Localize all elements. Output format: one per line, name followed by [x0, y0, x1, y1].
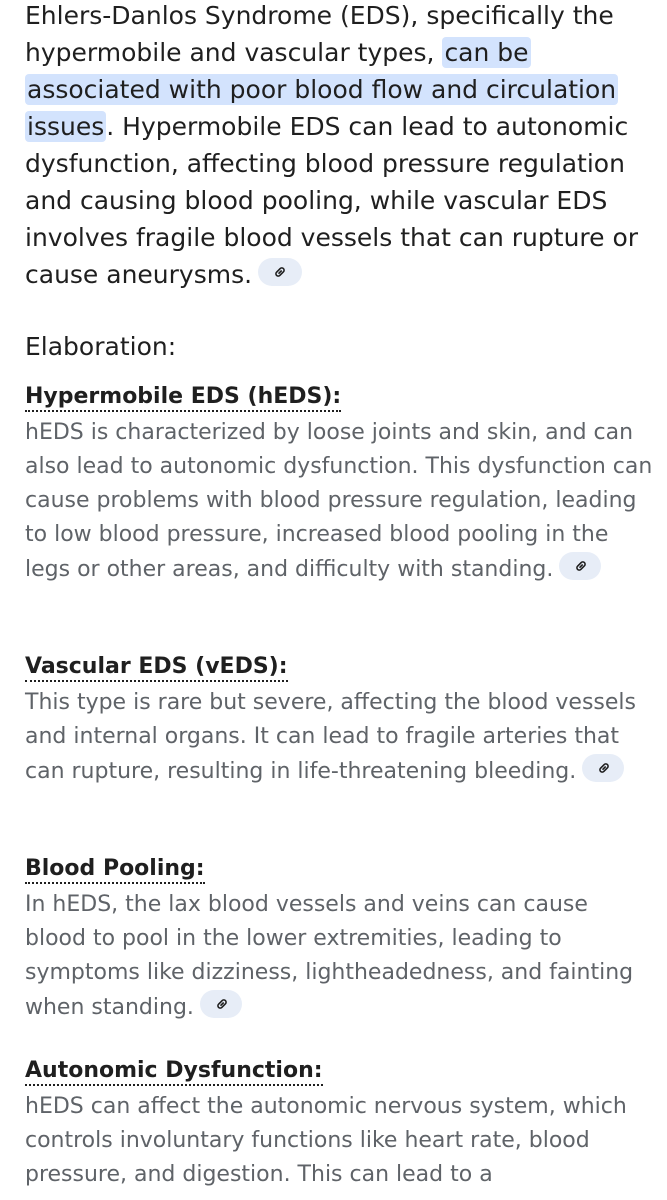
section-hypermobile-eds — [25, 382, 655, 587]
section-title-text[interactable]: Blood Pooling: — [25, 856, 205, 884]
section-title — [25, 854, 655, 884]
section-body-text: hEDS can affect the autonomic nervous system, which controls involuntary functions like heart rate, blood pressure, and digestion. This can lead to a — [25, 1094, 627, 1187]
section-blood-pooling — [25, 854, 655, 1025]
intro-paragraph — [25, 0, 655, 293]
section-body-text: In hEDS, the lax blood vessels and veins can cause blood to pool in the lower extremities, leading to symptoms like dizziness, lightheadedness, and fainting when standing. — [25, 892, 634, 1020]
section-autonomic-dysfunction — [25, 1056, 655, 1192]
source-link-button[interactable] — [200, 990, 242, 1018]
section-body-text: This type is rare but severe, affecting the blood vessels and internal organs. It can lead to fragile arteries that can rupture, resulting in life-threatening bleeding. — [25, 690, 636, 784]
section-title-text[interactable]: Vascular EDS (vEDS): — [25, 654, 288, 682]
section-title — [25, 1056, 655, 1086]
link-icon — [574, 559, 588, 573]
section-vascular-eds — [25, 652, 655, 789]
intro-text-continued: . Hypermobile EDS can lead to autonomic dysfunction, affecting blood pressure regulation and causing blood pooling, while vascular EDS involves fragile blood vessels that can rupture or cause aneurysms. — [25, 112, 639, 289]
source-link-button[interactable] — [582, 754, 624, 782]
section-body — [25, 686, 655, 789]
section-body — [25, 1090, 655, 1192]
section-title — [25, 652, 655, 682]
section-title-text[interactable]: Hypermobile EDS (hEDS): — [25, 384, 341, 412]
source-link-button[interactable] — [559, 552, 601, 580]
section-body — [25, 888, 655, 1025]
section-body — [25, 416, 655, 587]
link-icon — [597, 761, 611, 775]
intro-text: Ehlers-Danlos Syndrome (EDS), specifically the hypermobile and vascular types, — [25, 1, 614, 67]
link-icon — [215, 997, 229, 1011]
section-body-text: hEDS is characterized by loose joints and skin, and can also lead to autonomic dysfunction. This dysfunction can cause problems with blood pressure regulation, leading to low blood pressure, increased blood pooling in the legs or other areas, and difficulty with standing. — [25, 420, 653, 582]
section-title-text[interactable]: Autonomic Dysfunction: — [25, 1058, 323, 1086]
highlighted-text[interactable]: can be associated with poor blood flow and circulation issues — [27, 38, 617, 141]
section-title — [25, 382, 655, 412]
source-link-button[interactable] — [258, 258, 302, 286]
link-icon — [273, 265, 287, 279]
elaboration-heading: Elaboration: — [25, 332, 177, 361]
